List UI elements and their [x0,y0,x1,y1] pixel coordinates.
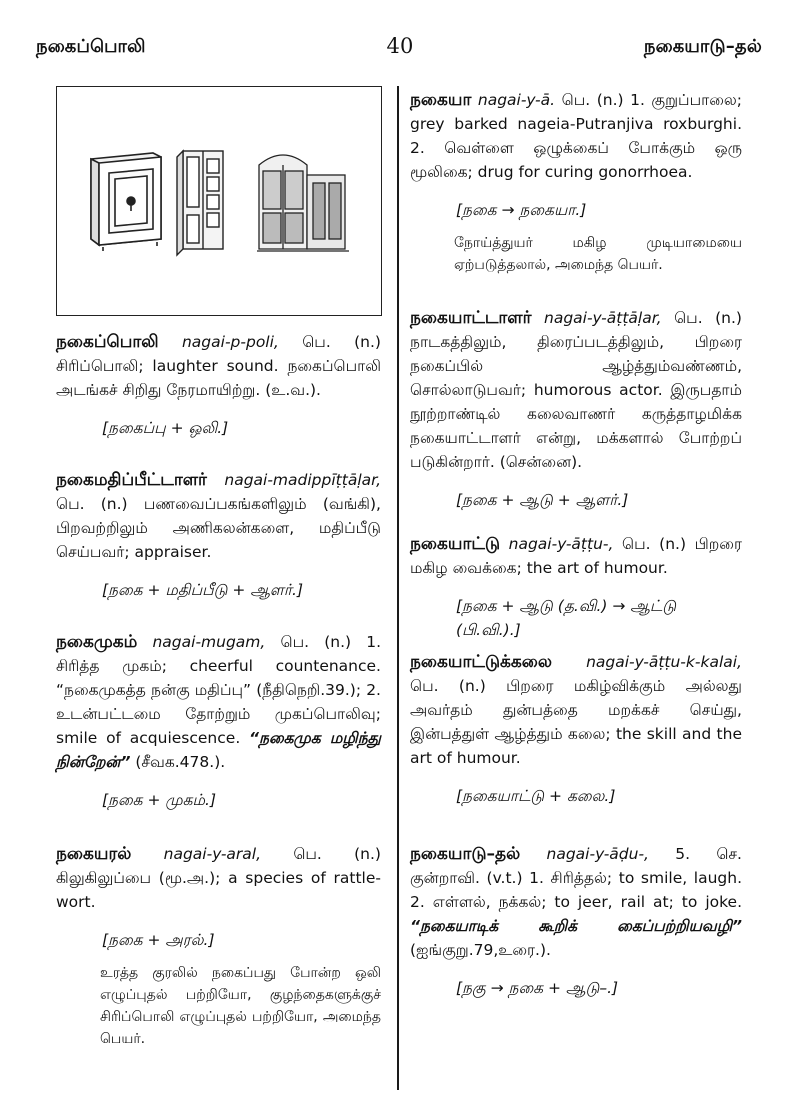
transliteration: nagai-mugam, [152,633,266,651]
transliteration: nagai-madippīṭṭāḷar, [224,471,381,489]
transliteration: nagai-y-aral, [163,845,262,863]
etymology: [நகை → நகையா.] [456,201,587,219]
definition: பெ. (n.) 1. சிரித்த முகம்; cheerful countenance. [56,633,381,675]
jewel-safe-illustration [57,87,381,315]
definition: பெ. (n.) கிலுகிலுப்பை (மூ.அ.); a species of rattle-wort. [56,845,381,911]
column-divider [397,86,399,1090]
entry-nagai-y-attu [410,532,742,642]
headword: நகையாடு–தல் [410,844,521,864]
definition: 5. செ. குன்றாவி. (v.t.) 1. சிரித்தல்; to smile, laugh. 2. எள்ளல், நக்கல்; to jeer, rail at; to joke. [410,845,742,911]
definition: பெ. (n.) பிறரை மகிழ்விக்கும் அல்லது அவர்தம் துன்பத்தை மறக்கச் செய்து, இன்பத்துள் ஆழ்த்தும் கலை; the skill and the art of humour. [410,677,742,767]
headword: நகையரல் [56,844,132,864]
headword: நகைமதிப்பீட்டாளர் [56,470,207,490]
citation: (சீவக.478.). [135,753,226,771]
definition: பெ. (n.) 1. குறுப்பாலை; grey barked nageia-Putranjiva roxburghi. 2. வெள்ளை ஒழுக்கைப் போக்கும் ஒரு மூலிகை; drug for curing gonorrhoea. [410,91,742,181]
entry-nagai-p-poli [56,330,381,440]
headword: நகைப்பொலி [56,332,159,352]
quotation: “நகைமுக மழிந்து நின்றேன்” [56,729,381,771]
headword: நகையாட்டுக்கலை [410,652,552,672]
explanatory-note: நோய்த்துயர் மகிழ முடியாமையை ஏற்படுத்தலால், அமைந்த பெயர். [454,235,742,273]
quotation: “நகையாடிக் கூறிக் கைப்பற்றியவழி” [410,917,742,935]
etymology: [நகை + அரல்.] [102,931,215,949]
etymology: [நகை + மதிப்பீடு + ஆளர்.] [102,581,303,599]
etymology: [நகைப்பு + ஒலி.] [102,419,229,437]
etymology: [நகையாட்டு + கலை.] [456,787,616,805]
citation: (ஐங்குறு.79,உரை.). [410,941,551,959]
running-head-right: நகையாடு–தல் [643,36,762,57]
headword: நகையா [410,90,472,110]
explanatory-note: உரத்த குரலில் நகைப்பது போன்ற ஒலி எழுப்புதல் பற்றியோ, குழந்தைகளுக்குச் சிரிப்பொலி எழுப்புதல் பற்றியோ, அமைந்த பெயர். [100,965,381,1047]
transliteration: nagai-y-āṭṭu-k-kalai, [586,653,742,671]
transliteration: nagai-y-ā. [477,91,556,109]
entry-nagai-y-attalar [410,306,742,512]
transliteration: nagai-p-poli, [181,333,279,351]
headword: நகைமுகம் [56,632,138,652]
definition: பெ. (n.) பிறரை மகிழ வைக்கை; the art of humour. [410,535,742,577]
definition-continued: (நீதிநெறி.39.); 2. உடன்பட்டமை தோற்றும் முகப்பொலிவு; smile of acquiescence. [56,681,381,747]
entry-nagai-y-a [410,88,742,276]
definition: பெ. (n.) பணவைப்பகங்களிலும் (வங்கி), பிறவற்றிலும் அணிகலன்களை, மதிப்பீடு செய்பவர்; appraiser. [56,495,381,561]
entry-nagai-y-adu-tal [410,842,742,1000]
etymology: [நகை + முகம்.] [102,791,216,809]
entry-nagai-y-aral [56,842,381,1050]
headword: நகையாட்டு [410,534,501,554]
running-head-left: நகைப்பொலி [36,36,146,57]
definition: பெ. (n.) நாடகத்திலும், திரைப்படத்திலும், பிறரை நகைப்பில் ஆழ்த்தும்வண்ணம், சொல்லாடுபவர்; humorous actor. இருபதாம் நூற்றாண்டில் கலைவாணர் கருத்தாழமிக்க நகையாட்டாளர் என்று, மக்களால் போற்றப் படுகின்றார். (சென்னை). [410,309,742,471]
illustration-box [56,86,382,316]
etymology: [நகை + ஆடு + ஆளர்.] [456,491,629,509]
entry-nagai-y-attu-k-kalai [410,650,742,808]
etymology: [நகு → நகை + ஆடு–.] [456,979,619,997]
entry-nagai-madippittalar [56,468,381,602]
transliteration: nagai-y-āṭṭāḷar, [544,309,662,327]
definition: பெ. (n.) சிரிப்பொலி; laughter sound. நகைப்பொலி அடங்கச் சிறிது நேரமாயிற்று. (உ.வ.). [56,333,381,399]
etymology: [நகை + ஆடு (த.வி.) → ஆட்டு (பி.வி.).] [456,597,677,639]
transliteration: nagai-y-āṭṭu-, [508,535,614,553]
transliteration: nagai-y-āḍu-, [546,845,649,863]
page-number: 40 [386,34,414,58]
quotation: “நகைமுகத்த நன்கு மதிப்பு” [56,681,252,699]
headword: நகையாட்டாளர் [410,308,532,328]
entry-nagai-mugam [56,630,381,812]
